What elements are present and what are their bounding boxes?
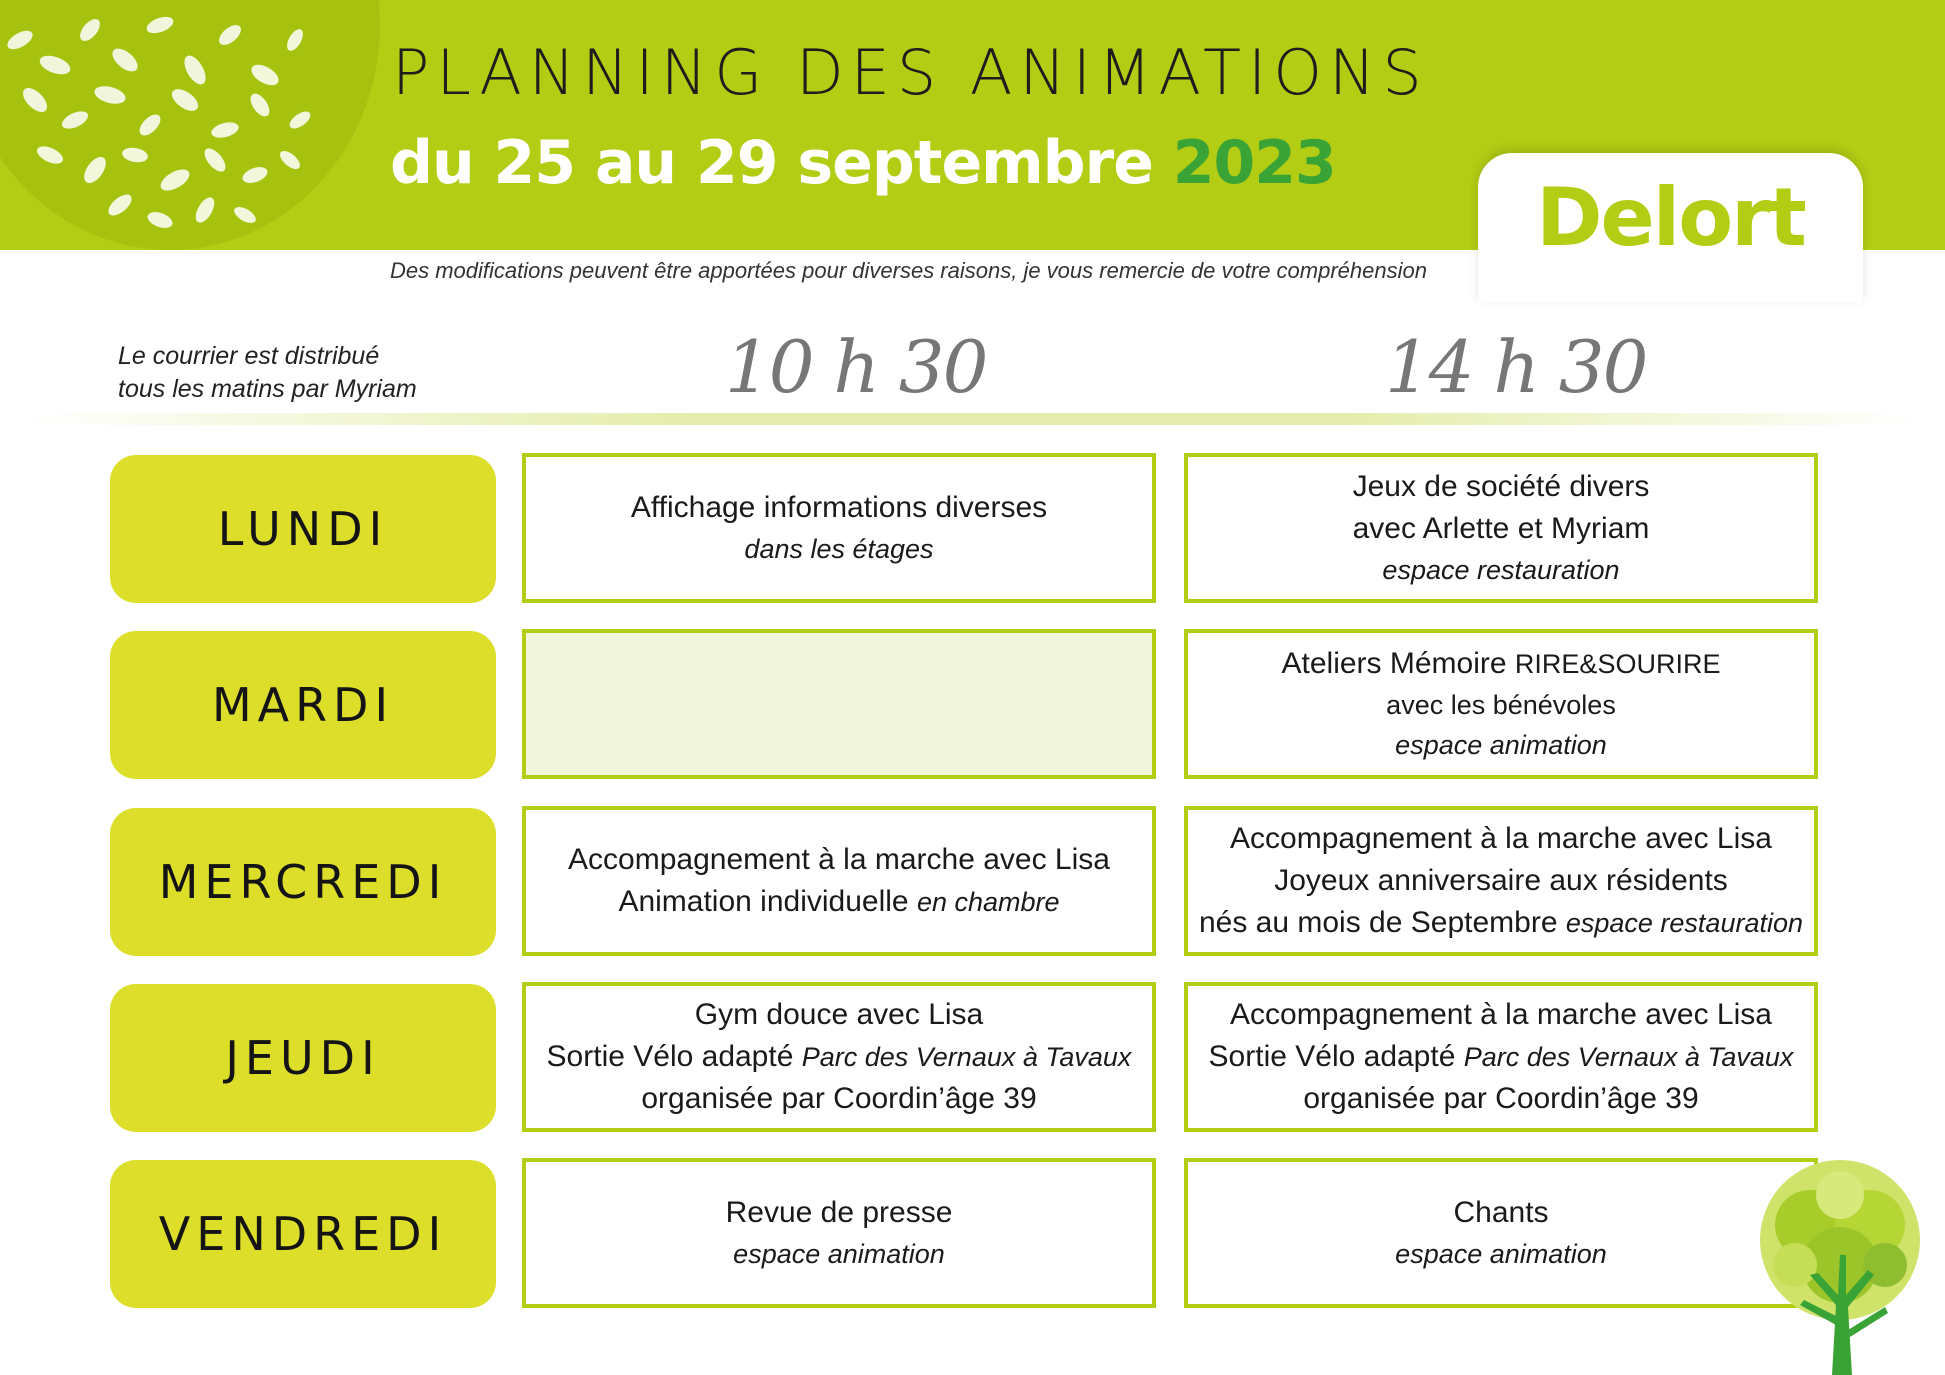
activity-title: Revue de presse bbox=[725, 1196, 953, 1229]
activity-detail bbox=[1209, 1036, 1794, 1078]
day-label-mercredi: MERCREDI bbox=[110, 808, 496, 956]
activity-location: espace restauration bbox=[1382, 555, 1620, 585]
activity-location: dans les étages bbox=[744, 534, 934, 564]
activity-location: en chambre bbox=[916, 887, 1060, 917]
year-text: 2023 bbox=[1172, 128, 1336, 198]
activity-detail bbox=[547, 1036, 1132, 1078]
activity-title-main: Ateliers Mémoire bbox=[1281, 647, 1507, 680]
activity-detail: avec les bénévoles bbox=[1386, 690, 1616, 720]
courrier-line-2: tous les matins par Myriam bbox=[118, 375, 417, 403]
activity-detail-main: Animation individuelle bbox=[618, 885, 909, 918]
activity-title: Accompagnement à la marche avec Lisa bbox=[1230, 822, 1772, 855]
cell-mercredi-afternoon bbox=[1184, 806, 1818, 956]
cell-mardi-morning-empty bbox=[522, 629, 1156, 779]
afternoon-time-heading: 14 h 30 bbox=[1385, 325, 1647, 409]
disclaimer-text: Des modifications peuvent être apportées pour diverses raisons, je vous remercie de votre compréhension bbox=[390, 258, 1427, 283]
activity-title: Chants bbox=[1453, 1196, 1549, 1229]
activity-organizer: organisée par Coordin’âge 39 bbox=[1303, 1082, 1699, 1115]
activity-location: Parc des Vernaux à Tavaux bbox=[801, 1042, 1132, 1072]
day-label-mardi: MARDI bbox=[110, 631, 496, 779]
site-tab bbox=[1478, 153, 1863, 303]
activity-detail-2 bbox=[1199, 902, 1803, 944]
day-label-vendredi: VENDREDI bbox=[110, 1160, 496, 1308]
activity-title: Jeux de société divers bbox=[1352, 470, 1650, 503]
activity-location: Parc des Vernaux à Tavaux bbox=[1463, 1042, 1794, 1072]
cell-jeudi-morning bbox=[522, 982, 1156, 1132]
cell-mardi-afternoon bbox=[1184, 629, 1818, 779]
activity-title: Accompagnement à la marche avec Lisa bbox=[1230, 998, 1772, 1031]
cell-vendredi-morning bbox=[522, 1158, 1156, 1308]
activity-location: espace animation bbox=[1395, 730, 1607, 760]
tree-icon bbox=[1740, 1155, 1940, 1375]
site-name: Delort bbox=[1536, 171, 1805, 264]
courrier-line-1: Le courrier est distribué bbox=[118, 342, 380, 370]
leaf-pattern-decoration bbox=[0, 0, 380, 250]
date-range-text: du 25 au 29 septembre bbox=[390, 128, 1153, 198]
cell-mercredi-morning bbox=[522, 806, 1156, 956]
activity-title: Gym douce avec Lisa bbox=[694, 998, 984, 1031]
cell-lundi-afternoon bbox=[1184, 453, 1818, 603]
activity-title-brand: RIRE&SOURIRE bbox=[1514, 649, 1721, 679]
activity-location: espace animation bbox=[1395, 1239, 1607, 1269]
day-label-lundi: LUNDI bbox=[110, 455, 496, 603]
day-label-jeudi: JEUDI bbox=[110, 984, 496, 1132]
activity-location: espace restauration bbox=[1565, 908, 1804, 938]
activity-title bbox=[1282, 643, 1721, 685]
activity-location: espace animation bbox=[733, 1239, 945, 1269]
activity-detail-main: Sortie Vélo adapté bbox=[1208, 1040, 1456, 1073]
activity-detail: avec Arlette et Myriam bbox=[1352, 512, 1650, 545]
activity-detail: Joyeux anniversaire aux résidents bbox=[1274, 864, 1728, 897]
activity-organizer: organisée par Coordin’âge 39 bbox=[641, 1082, 1037, 1115]
header-divider bbox=[20, 413, 1920, 425]
cell-lundi-morning bbox=[522, 453, 1156, 603]
activity-detail-main: nés au mois de Septembre bbox=[1198, 906, 1558, 939]
date-range-heading bbox=[390, 128, 1336, 198]
page-title: PLANNING DES ANIMATIONS bbox=[392, 36, 1429, 109]
courrier-note bbox=[118, 340, 417, 406]
cell-jeudi-afternoon bbox=[1184, 982, 1818, 1132]
morning-time-heading: 10 h 30 bbox=[725, 325, 987, 409]
activity-title: Affichage informations diverses bbox=[630, 491, 1048, 524]
activity-detail-main: Sortie Vélo adapté bbox=[546, 1040, 794, 1073]
activity-detail bbox=[618, 881, 1059, 923]
activity-title: Accompagnement à la marche avec Lisa bbox=[568, 843, 1110, 876]
cell-vendredi-afternoon bbox=[1184, 1158, 1818, 1308]
